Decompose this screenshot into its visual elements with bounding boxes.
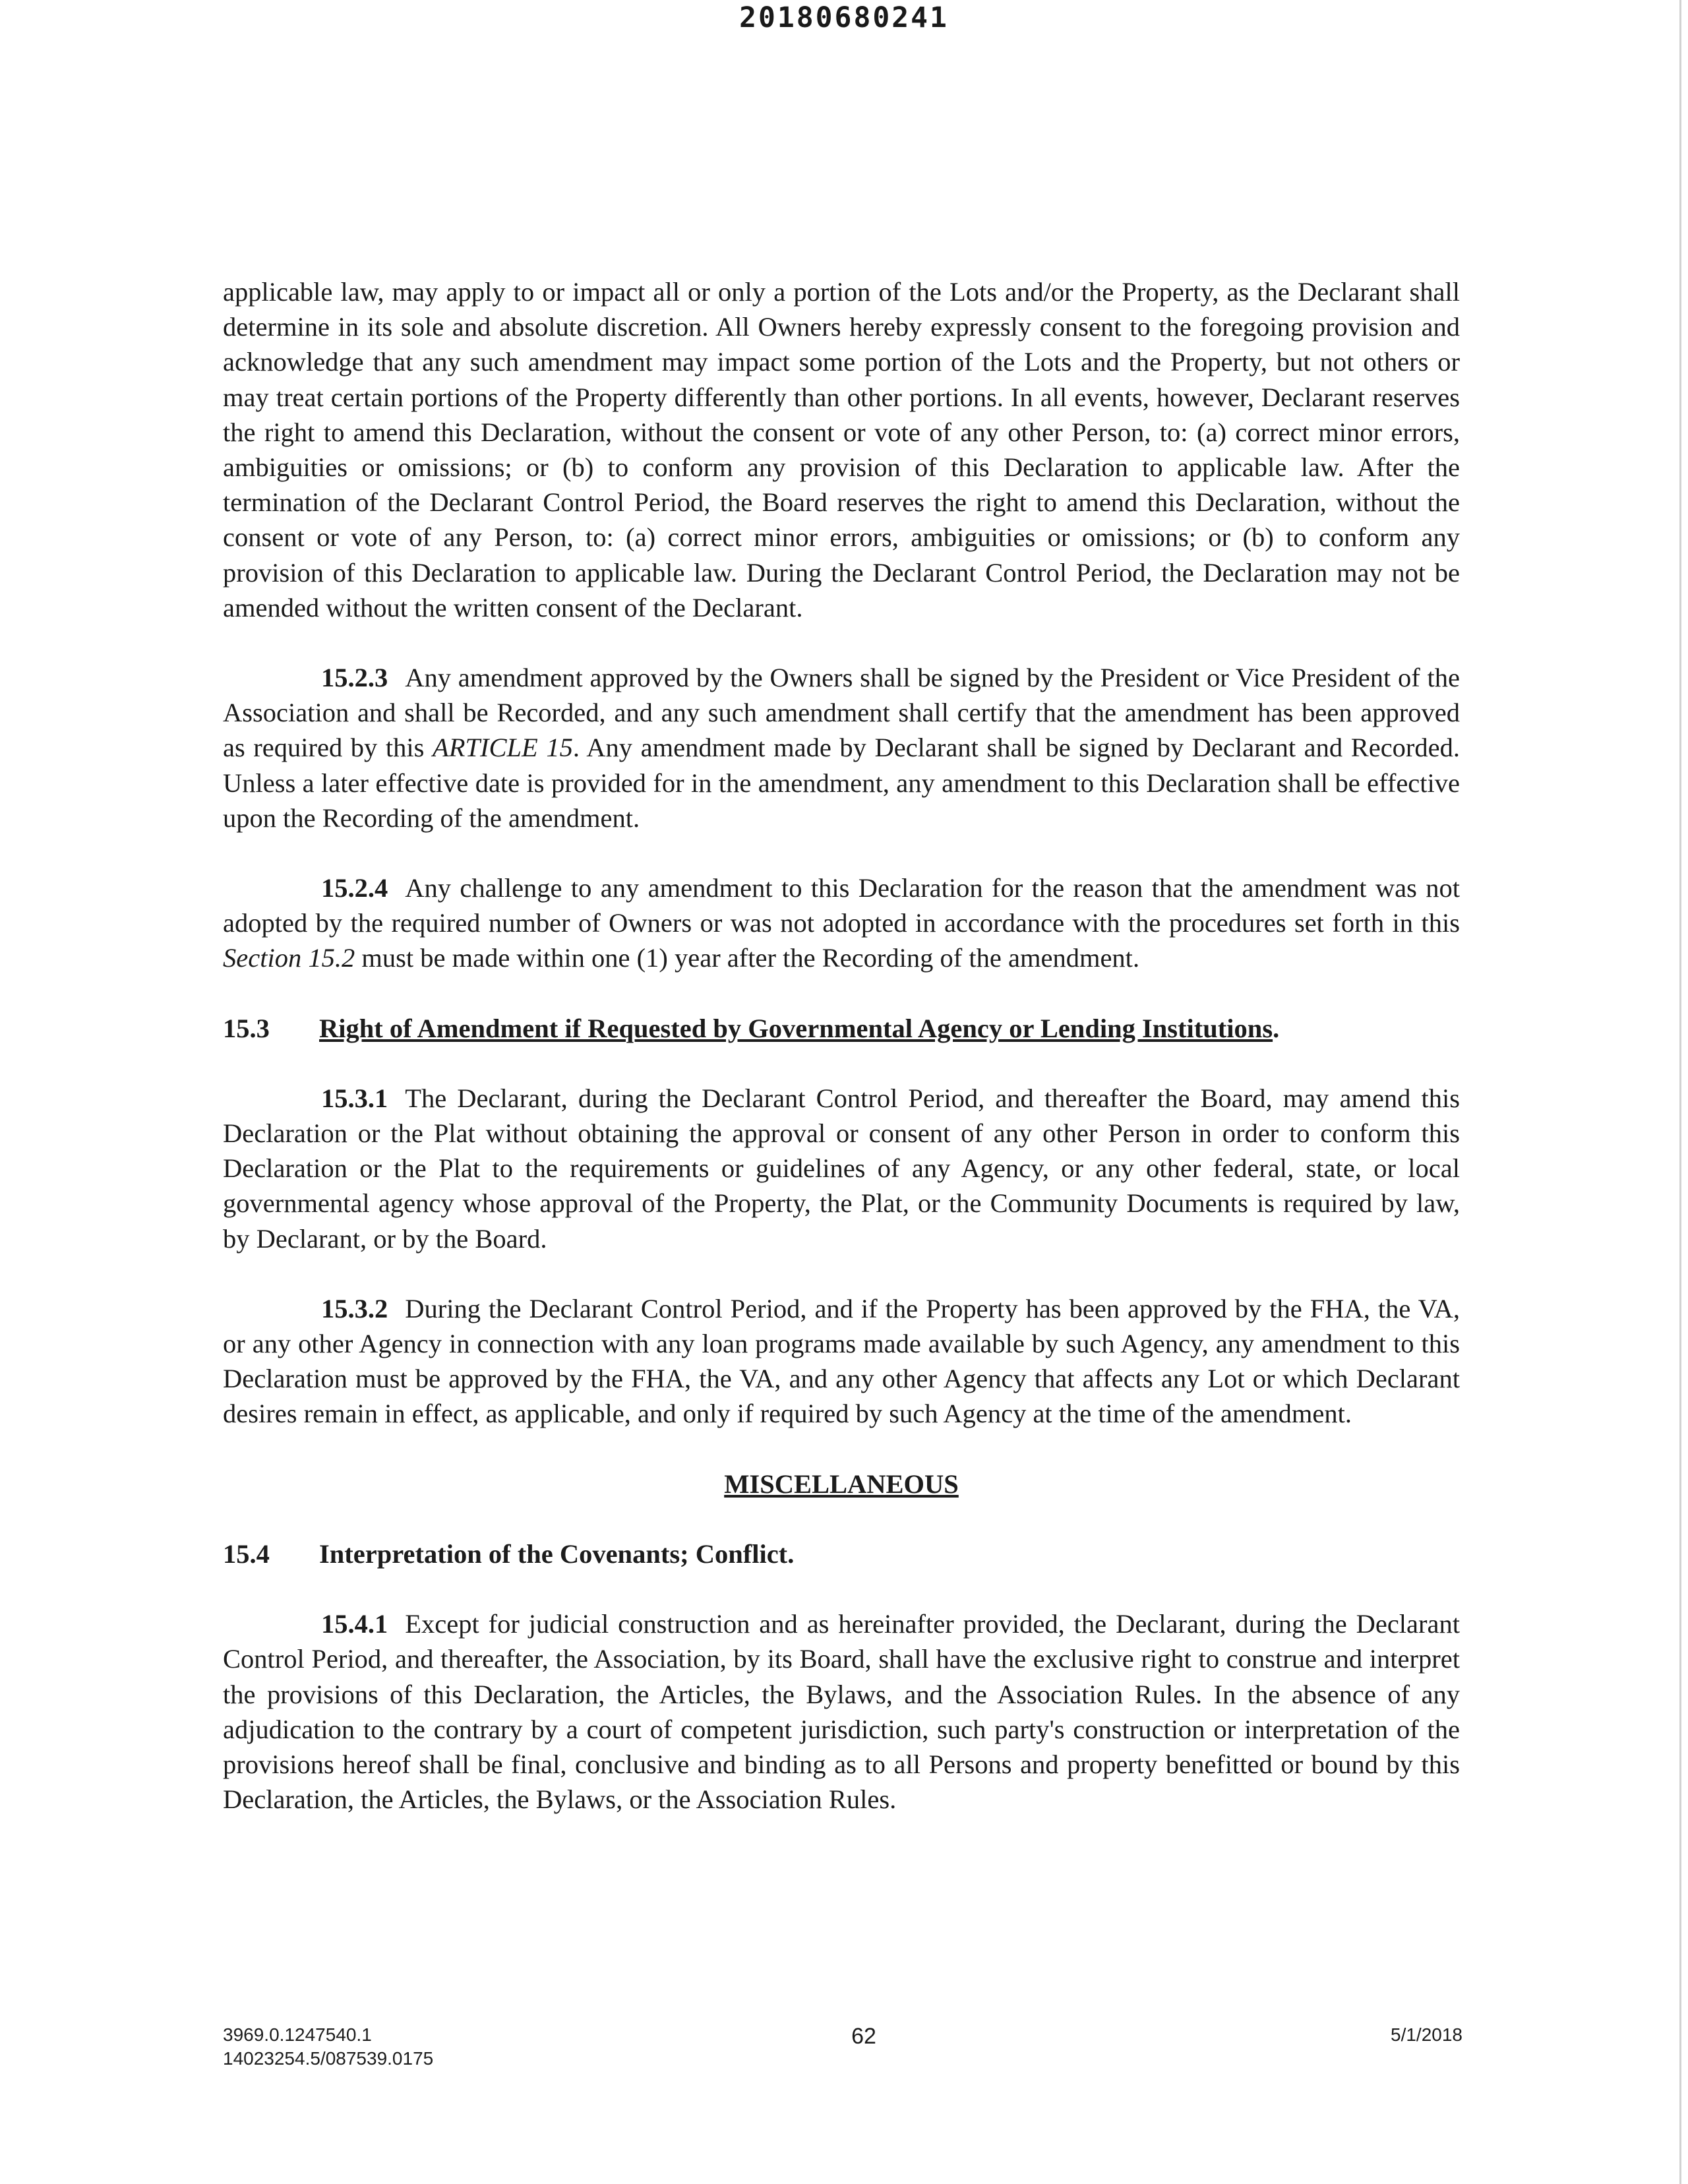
paragraph-continuation: applicable law, may apply to or impact all or only a portion of the Lots and/or the Property, as the Declarant shall determine in its sole and absolute discretion. All Owners hereby expressly consent to the foregoing provision and acknowledge that any such amendment may impact some portion of the Lots and the Property, but not others or may treat certain portions of the Property differently than other portions. In all events, however, Declarant reserves the right to amend this Declaration, without the consent or vote of any other Person, to: (a) correct minor errors, ambiguities or omissions; or (b) to conform any provision of this Declaration to applicable law. After the termination of the Declarant Control Period, the Board reserves the right to amend this Declaration, without the consent or vote of any Person, to: (a) correct minor errors, ambiguities or omissions; or (b) to conform any provision of this Declaration to applicable law. During the Declarant Control Period, the Declaration may not be amended without the written consent of the Declarant. xyxy=(223,277,1460,622)
miscellaneous-heading xyxy=(223,1467,1460,1502)
section-15-3-2 xyxy=(223,1291,1460,1432)
footer-doc-id-2: 14023254.5/087539.0175 xyxy=(223,2048,434,2069)
section-15-4-1 xyxy=(223,1606,1460,1817)
section-text: During the Declarant Control Period, and if the Property has been approved by the FHA, the VA, or any other Agency in connection with any loan programs made available by such Agency, any amendment to this Declaration must be approved by the FHA, the VA, and any other Agency that affects any Lot or which Declarant desires remain in effect, as applicable, and only if required by such Agency at the time of the amendment. xyxy=(223,1293,1460,1429)
section-text: Any amendment approved by the Owners shall be signed by the President or Vice President of the Association and shall be Recorded, and any such amendment shall certify that the amendment has been approved as required by this xyxy=(223,663,1460,763)
page-number: 62 xyxy=(851,2024,876,2049)
section-number: 15.2.3 xyxy=(321,663,388,693)
section-15-4-heading xyxy=(223,1536,1460,1571)
section-number: 15.4 xyxy=(223,1538,270,1569)
section-text: Except for judicial construction and as hereinafter provided, the Declarant, during the Declarant Control Period, and thereafter, the Association, by its Board, shall have the exclusive right to construe and interpret the provisions of this Declaration, the Articles, the Bylaws, and the Association Rules. In the absence of any adjudication to the contrary by a court of competent jurisdiction, such party's construction or interpretation of the provisions hereof shall be final, conclusive and binding as to all Persons and property benefitted or bound by this Declaration, the Articles, the Bylaws, or the Association Rules. xyxy=(223,1609,1460,1815)
document-body xyxy=(223,274,1460,1852)
section-title-end: . xyxy=(1273,1013,1280,1043)
section-title: Right of Amendment if Requested by Governmental Agency or Lending Institutions xyxy=(319,1013,1273,1043)
article-reference: ARTICLE 15 xyxy=(432,733,573,763)
section-title: Interpretation of the Covenants; Conflict xyxy=(319,1538,788,1569)
scan-edge-line xyxy=(1679,0,1681,2184)
section-text: . Any amendment made by Declarant shall be signed by Declarant and Recorded. Unless a later effective date is provided for in the amendment, any amendment to this Declaration shall be effective upon the Recording of the amendment. xyxy=(223,733,1461,833)
section-text: The Declarant, during the Declarant Control Period, and thereafter the Board, may amend this Declaration or the Plat without obtaining the approval or consent of any other Person in order to conform this Declaration or the Plat to the requirements or guidelines of any Agency, or any other federal, state, or local governmental agency whose approval of the Property, the Plat, or the Community Documents is required by law, by Declarant, or by the Board. xyxy=(223,1083,1460,1254)
footer-date: 5/1/2018 xyxy=(1391,2024,1462,2045)
section-number: 15.2.4 xyxy=(321,873,388,903)
section-reference: Section 15.2 xyxy=(223,943,355,973)
section-number: 15.3.2 xyxy=(321,1293,388,1323)
footer-doc-id-1: 3969.0.1247540.1 xyxy=(223,2024,372,2045)
footer-doc-ids xyxy=(223,2023,433,2071)
recording-number: 20180680241 xyxy=(739,1,949,34)
section-15-2-3 xyxy=(223,660,1460,835)
section-text: must be made within one (1) year after the Recording of the amendment. xyxy=(355,943,1140,973)
section-15-3-1 xyxy=(223,1081,1460,1256)
miscellaneous-heading-text: MISCELLANEOUS xyxy=(724,1469,959,1499)
section-number: 15.3.1 xyxy=(321,1083,388,1113)
section-number: 15.4.1 xyxy=(321,1609,388,1639)
section-title-end: . xyxy=(787,1538,795,1569)
section-number: 15.3 xyxy=(223,1013,270,1043)
section-text: Any challenge to any amendment to this Declaration for the reason that the amendment was not adopted by the required number of Owners or was not adopted in accordance with the procedures set forth in this xyxy=(223,873,1460,938)
section-15-3-heading xyxy=(223,1011,1460,1046)
section-15-2-4 xyxy=(223,870,1460,976)
